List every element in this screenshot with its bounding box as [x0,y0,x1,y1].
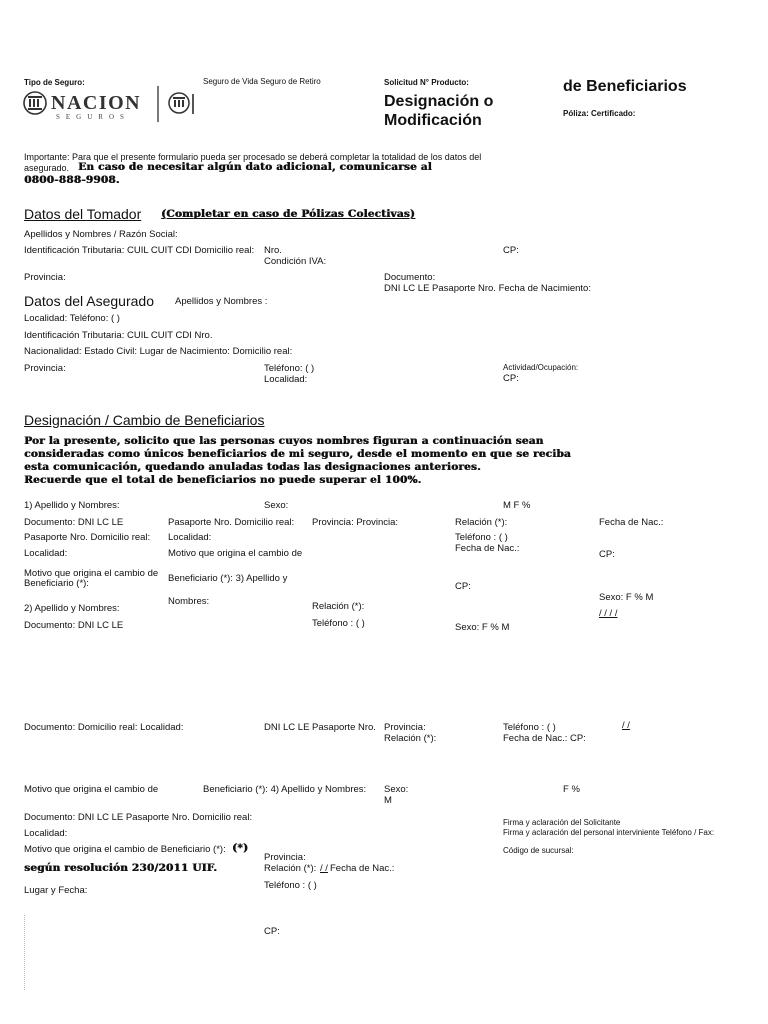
tomador-section-title: Datos del Tomador [24,206,142,222]
ben3-provincia-label: Provincia: [384,722,426,733]
ben1-motivo-line1: Motivo que origina el cambio de [24,568,159,579]
ben1-beneficiario3-label: Beneficiario (*): 3) Apellido y [168,573,288,584]
ben1-pasaporte-label: Pasaporte Nro. Domicilio real: [168,517,295,528]
asegurado-section-title: Datos del Asegurado [24,293,154,309]
firma-solicitante-label: Firma y aclaración del Solicitante [503,818,621,827]
ben1-fecha-nac2-label: Fecha de Nac.: [455,543,520,554]
ben1-documento-label: Documento: DNI LC LE [24,517,124,528]
intro-line1: Importante: Para que el presente formulario pueda ser procesado se deberá completar la totalidad de los datos del [24,152,482,162]
firma-personal-label: Firma y aclaración del personal interviniente Teléfono / Fax: [503,828,715,837]
ben4-motivo-label: Motivo que origina el cambio de [24,784,159,795]
ben1-localidad-label: Localidad: [24,548,68,559]
ben4-beneficiario4-label: Beneficiario (*): 4) Apellido y Nombres: [203,784,367,795]
signature-guide-line [24,915,26,990]
nacion-seguros-logo [22,84,207,124]
tomador-apellidos-label: Apellidos y Nombres / Razón Social: [24,229,178,240]
tomador-documento-types: DNI LC LE Pasaporte Nro. Fecha de Nacimiento: [384,283,591,294]
ben1-sexo-label: Sexo: [264,500,289,511]
ben4-date-slashes: / / [320,863,328,874]
designacion-bold-line2: consideradas como únicos beneficiarios de mi seguro, desde el momento en que se reciba [24,448,571,460]
intro-line2a: asegurado. [24,163,70,173]
poliza-label: Póliza: Certificado: [563,109,636,118]
ben1-provincia-label: Provincia: Provincia: [312,517,399,528]
ben4-lugar-fecha-label: Lugar y Fecha: [24,885,88,896]
tomador-section-note: (Completar en caso de Pólizas Colectivas) [161,208,415,220]
ben1-mf-percent: M F % [503,500,531,511]
ben4-sexo-m: M [384,795,392,806]
ben4-provincia-label: Provincia: [264,852,306,863]
ben2-nombres-label: Nombres: [168,596,210,607]
tipo-seguro-label: Tipo de Seguro: [24,78,85,87]
ben4-relacion-label: Relación (*): [264,863,317,874]
ben1-pasaporte2-label: Pasaporte Nro. Domicilio real: [24,532,151,543]
designacion-bold-line4: Recuerde que el total de beneficiarios no puede superar el 100%. [24,474,422,486]
logo-text: NACION [51,92,142,114]
designacion-section-title: Designación / Cambio de Beneficiarios [24,412,265,428]
ben2-sexo2-label: Sexo: F % M [455,622,510,633]
ben4-localidad-label: Localidad: [24,828,68,839]
ben2-documento-label: Documento: DNI LC LE [24,620,124,631]
ben4-sexo-label: Sexo: [384,784,409,795]
ben4-asterisk-note: (*) [232,842,249,854]
logo-graphic [22,84,207,124]
ben3-documento-label: Documento: Domicilio real: Localidad: [24,722,184,733]
designacion-bold-line1: Por la presente, solicito que las personas cuyos nombres figuran a continuación sean [24,435,544,447]
ben2-sexo-label: Sexo: F % M [599,592,654,603]
ben3-telefono-label: Teléfono : ( ) [503,722,556,733]
ben4-telefono-label: Teléfono : ( ) [264,880,317,891]
tomador-documento-label: Documento: [384,272,436,283]
logo-subtext: SEGUROS [56,113,130,121]
ben2-date-slashes: / / / / [599,608,618,619]
ben1-motivo-line2: Beneficiario (*): [24,578,89,589]
asegurado-identificacion-label: Identificación Tributaria: CUIL CUIT CDI Nro. [24,330,213,341]
designacion-bold-line3: esta comunicación, quedando anuladas todas las designaciones anteriores. [24,461,481,473]
asegurado-telefono-label: Teléfono: ( ) [264,363,315,374]
ben1-cp2-label: CP: [455,581,471,592]
ben4-cp-label: CP: [264,926,280,937]
ben1-fecha-nac-label: Fecha de Nac.: [599,517,664,528]
ben1-localidad-col2: Localidad: [168,532,212,543]
ben3-fecha-cp-label: Fecha de Nac.: CP: [503,733,586,744]
ben4-sexo-f-percent: F % [563,784,580,795]
intro-contact-bold: En caso de necesitar algún dato adicional, comunicarse al [78,161,432,173]
ben2-relacion-label: Relación (*): [312,601,365,612]
codigo-sucursal-label: Código de sucursal: [503,846,574,855]
ben2-telefono-label: Teléfono : ( ) [312,618,365,629]
ben3-dni-label: DNI LC LE Pasaporte Nro. [264,722,376,733]
tomador-condicion-iva-label: Condición IVA: [264,256,327,267]
ben1-relacion-label: Relación (*): [455,517,508,528]
asegurado-nacionalidad-label: Nacionalidad: Estado Civil: Lugar de Nacimiento: Domicilio real: [24,346,293,357]
asegurado-provincia-label: Provincia: [24,363,66,374]
form-title-right: de Beneficiarios [563,78,687,95]
tomador-cp-label: CP: [503,245,519,256]
form-title-line2: Modificación [384,112,482,129]
tomador-identificacion-label: Identificación Tributaria: CUIL CUIT CDI Domicilio real: [24,245,255,256]
ben3-relacion-label: Relación (*): [384,733,437,744]
ben1-telefono-label: Teléfono : ( ) [455,532,508,543]
ben2-apellido-label: 2) Apellido y Nombres: [24,603,120,614]
asegurado-localidad-telefono: Localidad: Teléfono: ( ) [24,313,120,324]
ben1-motivo-col2: Motivo que origina el cambio de [168,548,303,559]
ben4-fecha-label: Fecha de Nac.: [330,863,395,874]
asegurado-cp-label: CP: [503,373,519,384]
intro-phone-bold: 0800-888-9908. [24,174,120,186]
solicitud-label: Solicitud N° Producto: [384,78,469,87]
tomador-nro-label: Nro. [264,245,282,256]
asegurado-actividad-label: Actividad/Ocupación: [503,363,579,372]
asegurado-apellidos-label: Apellidos y Nombres : [175,296,268,307]
ben4-documento-label: Documento: DNI LC LE Pasaporte Nro. Domicilio real: [24,812,253,823]
ben4-resolucion-bold: según resolución 230/2011 UIF. [24,862,218,874]
ben1-cp-label: CP: [599,549,615,560]
ben1-apellido-label: 1) Apellido y Nombres: [24,500,120,511]
seguro-options: Seguro de Vida Seguro de Retiro [203,77,321,86]
ben3-date-slashes: / / [622,720,630,731]
ben4-motivo2-label: Motivo que origina el cambio de Beneficiario (*): [24,844,226,855]
form-title-line1: Designación o [384,93,494,110]
asegurado-localidad2-label: Localidad: [264,374,308,385]
tomador-provincia-label: Provincia: [24,272,66,283]
